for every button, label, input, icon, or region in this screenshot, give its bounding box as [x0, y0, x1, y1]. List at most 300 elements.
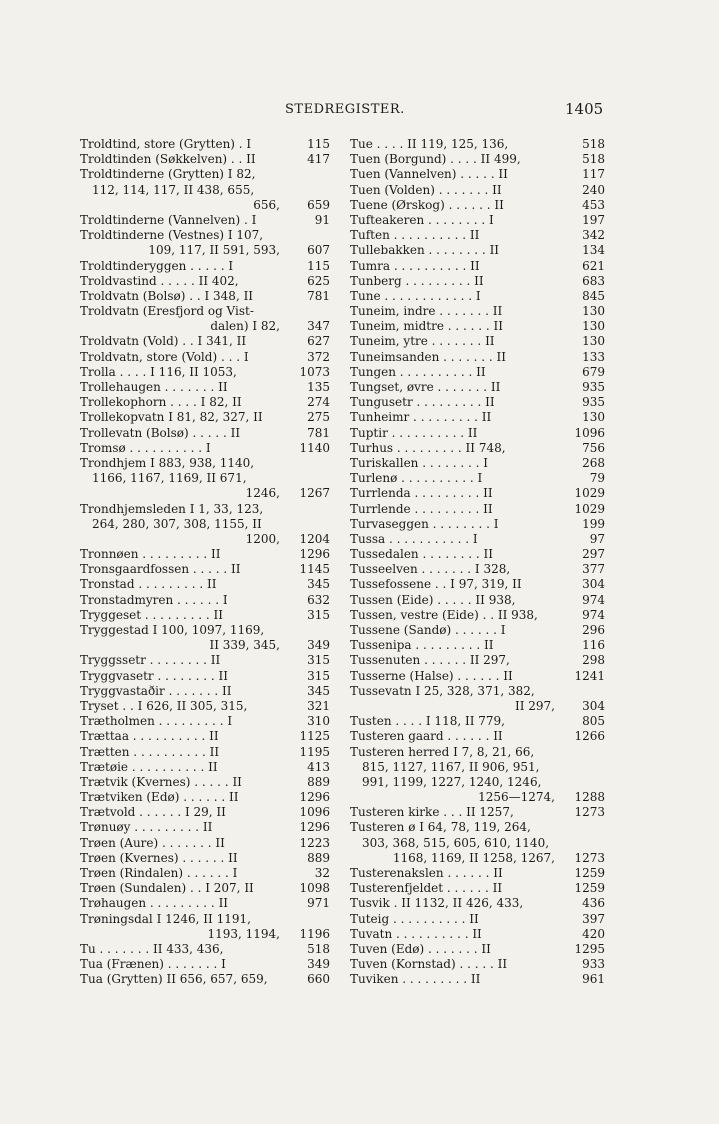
index-entry	[80, 334, 330, 349]
entry-text: 109, 117, II 591, 593,	[148, 243, 280, 258]
entry-page: 756	[582, 440, 605, 455]
index-entry	[350, 760, 605, 775]
index-entry	[80, 881, 330, 896]
entry-page: 315	[307, 668, 330, 683]
index-entry	[350, 395, 605, 410]
entry-page: 296	[582, 623, 605, 637]
index-entry	[80, 714, 330, 729]
index-entry	[80, 790, 330, 805]
entry-page: 1140	[299, 440, 330, 455]
index-entry	[80, 912, 330, 927]
entry-text: Tussa . . . . . . . . . . . I	[350, 531, 478, 546]
index-entry	[350, 274, 605, 289]
entry-text: Tungusetr . . . . . . . . . II	[350, 395, 495, 410]
page-number: 1405	[565, 100, 604, 118]
entry-page: 130	[582, 304, 605, 319]
index-entry	[350, 927, 605, 942]
entry-text: Tuneim, indre . . . . . . . II	[350, 304, 503, 319]
entry-text: Turvaseggen . . . . . . . . I	[350, 516, 499, 531]
entry-page: 1098	[299, 881, 330, 896]
page-title: STEDREGISTER.	[285, 102, 405, 117]
entry-text: 1256—1274,	[478, 790, 555, 805]
entry-text: 815, 1127, 1167, II 906, 951,	[362, 759, 540, 774]
index-entry	[80, 289, 330, 304]
index-entry	[80, 243, 330, 258]
entry-text: Tromsø . . . . . . . . . . I	[80, 440, 211, 455]
index-entry	[80, 471, 330, 486]
entry-page: 518	[582, 137, 605, 151]
entry-text: Trøen (Sundalen) . . I 207, II	[80, 881, 254, 896]
index-entry	[350, 426, 605, 441]
entry-page: 345	[307, 577, 330, 592]
entry-text: Tussenipa . . . . . . . . . II	[350, 638, 494, 653]
index-entry	[350, 441, 605, 456]
index-entry	[80, 152, 330, 167]
entry-page: 315	[307, 607, 330, 622]
index-entry	[80, 957, 330, 972]
entry-text: Trønuøy . . . . . . . . . II	[80, 820, 213, 835]
index-entry	[350, 851, 605, 866]
index-entry	[350, 486, 605, 501]
entry-text: Troldvastind . . . . . II 402,	[80, 273, 239, 288]
index-entry	[350, 547, 605, 562]
index-entry	[350, 183, 605, 198]
index-entry	[350, 881, 605, 896]
entry-page: 420	[582, 926, 605, 941]
index-entry	[350, 669, 605, 684]
entry-page: 197	[582, 212, 605, 227]
entry-page: 781	[307, 425, 330, 440]
entry-text: Tungen . . . . . . . . . . II	[350, 364, 486, 379]
index-entry	[80, 486, 330, 501]
index-entry	[80, 426, 330, 441]
index-entry	[80, 638, 330, 653]
entry-page: 274	[307, 395, 330, 410]
entry-text: Trollevatn (Bolsø) . . . . . II	[80, 425, 241, 440]
entry-page: 935	[582, 380, 605, 394]
index-entry	[350, 137, 605, 152]
index-entry	[80, 547, 330, 562]
entry-text: Trætten . . . . . . . . . . II	[80, 744, 220, 759]
entry-text: Tryggvasetr . . . . . . . . II	[80, 668, 228, 683]
entry-text: Tufteakeren . . . . . . . . I	[350, 212, 494, 227]
entry-page: 453	[582, 197, 605, 212]
index-column-left	[80, 137, 330, 988]
index-entry	[350, 562, 605, 577]
index-entry	[80, 441, 330, 456]
entry-page: 298	[582, 653, 605, 668]
index-entry	[80, 228, 330, 243]
entry-text: Troldvatn (Vold) . . I 341, II	[80, 334, 247, 349]
entry-text: Tussene (Sandø) . . . . . . I	[350, 623, 506, 637]
entry-page: 1273	[574, 850, 605, 865]
index-entry	[350, 198, 605, 213]
entry-page: 621	[582, 258, 605, 273]
index-entry	[350, 820, 605, 835]
entry-page: 134	[582, 243, 605, 258]
index-entry	[350, 836, 605, 851]
entry-page: 683	[582, 273, 605, 288]
index-entry	[350, 350, 605, 365]
index-entry	[350, 790, 605, 805]
entry-text: 1246,	[245, 486, 280, 501]
index-entry	[350, 152, 605, 167]
entry-text: 656,	[253, 197, 280, 212]
entry-page: 607	[307, 243, 330, 258]
entry-page: 1029	[574, 501, 605, 516]
index-entry	[350, 167, 605, 182]
entry-page: 1267	[299, 486, 330, 501]
entry-page: 117	[582, 167, 605, 182]
index-entry	[80, 183, 330, 198]
index-entry	[350, 289, 605, 304]
index-entry	[80, 502, 330, 517]
index-entry	[350, 319, 605, 334]
entry-page: 310	[307, 714, 330, 729]
entry-text: Tronnøen . . . . . . . . . II	[80, 547, 221, 562]
entry-text: 1200,	[245, 531, 280, 546]
entry-page: 933	[582, 957, 605, 972]
entry-page: 625	[307, 273, 330, 288]
index-entry	[80, 684, 330, 699]
entry-page: 1204	[299, 531, 330, 546]
index-entry	[80, 866, 330, 881]
index-entry	[80, 319, 330, 334]
entry-text: Tullebakken . . . . . . . . II	[350, 243, 500, 258]
entry-text: Tuen (Vannelven) . . . . . II	[350, 167, 508, 182]
index-entry	[80, 577, 330, 592]
entry-page: 116	[582, 638, 605, 653]
entry-text: Troldtinderne (Vannelven) . I	[80, 212, 257, 227]
entry-page: 115	[307, 137, 330, 151]
entry-page: 1096	[574, 425, 605, 440]
entry-page: 79	[589, 471, 605, 486]
entry-text: Tune . . . . . . . . . . . . I	[350, 288, 481, 303]
entry-page: 781	[307, 288, 330, 303]
entry-page: 659	[307, 197, 330, 212]
entry-page: 130	[582, 334, 605, 349]
index-entry	[350, 456, 605, 471]
entry-text: Tua (Grytten) II 656, 657, 659,	[80, 972, 268, 987]
entry-text: Turlenø . . . . . . . . . . I	[350, 471, 483, 486]
entry-text: Tuneim, ytre . . . . . . . II	[350, 334, 495, 349]
entry-text: Troldtinden (Søkkelven) . . II	[80, 152, 256, 167]
entry-text: Trøen (Rindalen) . . . . . . I	[80, 866, 238, 880]
index-entry	[350, 517, 605, 532]
entry-page: 397	[582, 911, 605, 926]
entry-page: 971	[307, 896, 330, 911]
entry-page: 97	[589, 531, 605, 546]
entry-text: Tryggssetr . . . . . . . . II	[80, 653, 221, 668]
entry-text: Tussevatn I 25, 328, 371, 382,	[350, 683, 535, 698]
entry-text: Trætvold . . . . . . I 29, II	[80, 805, 226, 820]
entry-text: Tusteren gaard . . . . . . II	[350, 729, 503, 744]
entry-text: II 297,	[514, 698, 555, 713]
index-entry	[350, 593, 605, 608]
entry-page: 889	[307, 774, 330, 789]
index-entry	[80, 380, 330, 395]
index-entry	[80, 942, 330, 957]
entry-page: 845	[582, 288, 605, 303]
entry-text: 1168, 1169, II 1258, 1267,	[392, 850, 555, 865]
entry-page: 268	[582, 455, 605, 470]
entry-text: Troldvatn, store (Vold) . . . I	[80, 349, 249, 364]
entry-page: 135	[307, 380, 330, 394]
entry-page: 130	[582, 410, 605, 425]
entry-text: Tue . . . . II 119, 125, 136,	[350, 137, 509, 151]
entry-page: 133	[582, 349, 605, 364]
entry-page: 1296	[299, 820, 330, 835]
index-entry	[80, 745, 330, 760]
index-entry	[80, 760, 330, 775]
entry-text: Tuviken . . . . . . . . . II	[350, 972, 481, 987]
index-entry	[350, 365, 605, 380]
entry-text: Tusterenakslen . . . . . . II	[350, 866, 503, 880]
entry-page: 91	[314, 212, 330, 227]
entry-text: Tusteren kirke . . . II 1257,	[350, 805, 514, 820]
index-entry	[80, 167, 330, 182]
index-entry	[80, 669, 330, 684]
entry-page: 1096	[299, 805, 330, 820]
index-entry	[80, 608, 330, 623]
index-entry	[80, 395, 330, 410]
entry-text: Turhus . . . . . . . . . II 748,	[350, 440, 506, 455]
entry-page: 961	[582, 972, 605, 987]
entry-text: Trætvik (Kvernes) . . . . . II	[80, 774, 242, 789]
entry-text: Tusserne (Halse) . . . . . . II	[350, 668, 513, 683]
entry-page: 518	[582, 152, 605, 167]
index-entry	[80, 517, 330, 532]
index-entry	[350, 972, 605, 987]
entry-text: Tryggeset . . . . . . . . . II	[80, 607, 224, 622]
index-entry	[350, 228, 605, 243]
entry-page: 321	[307, 698, 330, 713]
index-entry	[350, 532, 605, 547]
entry-page: 1296	[299, 790, 330, 805]
entry-page: 660	[307, 972, 330, 987]
index-entry	[350, 259, 605, 274]
index-entry	[80, 851, 330, 866]
entry-text: Tuteig . . . . . . . . . . II	[350, 911, 479, 926]
entry-text: 1166, 1167, 1169, II 671,	[92, 471, 247, 486]
index-entry	[350, 957, 605, 972]
entry-page: 1288	[574, 790, 605, 805]
entry-text: Tuvatn . . . . . . . . . . II	[350, 926, 482, 941]
index-entry	[350, 684, 605, 699]
index-entry	[350, 334, 605, 349]
entry-text: Tunheimr . . . . . . . . . II	[350, 410, 492, 425]
entry-text: Tussen, vestre (Eide) . . II 938,	[350, 607, 538, 622]
entry-page: 1073	[299, 364, 330, 379]
entry-page: 349	[307, 957, 330, 972]
index-entry	[80, 805, 330, 820]
entry-page: 1195	[299, 744, 330, 759]
entry-text: 264, 280, 307, 308, 1155, II	[92, 516, 262, 531]
entry-text: Troldtinderyggen . . . . . I	[80, 258, 234, 273]
entry-page: 349	[307, 638, 330, 653]
entry-page: 342	[582, 228, 605, 243]
entry-text: 1193, 1194,	[207, 926, 280, 941]
entry-page: 632	[307, 592, 330, 607]
entry-page: 1145	[299, 562, 330, 577]
entry-page: 1259	[574, 866, 605, 880]
entry-text: Tusvik . II 1132, II 426, 433,	[350, 896, 524, 911]
entry-text: Tusseelven . . . . . . . I 328,	[350, 562, 511, 577]
entry-text: Tuen (Borgund) . . . . II 499,	[350, 152, 521, 167]
entry-page: 347	[307, 319, 330, 334]
entry-text: Trollekophorn . . . . I 82, II	[80, 395, 242, 410]
entry-page: 345	[307, 683, 330, 698]
index-entry	[80, 896, 330, 911]
entry-text: Troldtind, store (Grytten) . I	[80, 137, 252, 151]
index-entry	[80, 350, 330, 365]
entry-text: Trollekopvatn I 81, 82, 327, II	[80, 410, 263, 425]
index-entry	[350, 912, 605, 927]
entry-text: Tussenuten . . . . . . II 297,	[350, 653, 510, 668]
entry-page: 417	[307, 152, 330, 167]
entry-text: Tumra . . . . . . . . . . II	[350, 258, 480, 273]
entry-text: Tuven (Edø) . . . . . . . II	[350, 941, 491, 956]
index-entry	[80, 972, 330, 987]
index-entry	[80, 198, 330, 213]
index-entry	[80, 593, 330, 608]
entry-page: 32	[314, 866, 330, 880]
entry-page: 889	[307, 850, 330, 865]
entry-page: 1029	[574, 486, 605, 501]
entry-text: Tuneimsanden . . . . . . . II	[350, 349, 507, 364]
entry-text: Tuen (Volden) . . . . . . . II	[350, 182, 502, 197]
entry-page: 1273	[574, 805, 605, 820]
entry-page: 199	[582, 516, 605, 531]
index-entry	[80, 304, 330, 319]
index-entry	[350, 577, 605, 592]
index-entry	[80, 775, 330, 790]
entry-page: 130	[582, 319, 605, 334]
entry-page: 275	[307, 410, 330, 425]
entry-text: Turrlenda . . . . . . . . . II	[350, 486, 493, 501]
index-entry	[350, 896, 605, 911]
index-entry	[80, 562, 330, 577]
entry-text: Tusten . . . . I 118, II 779,	[350, 714, 505, 729]
entry-text: Tronstad . . . . . . . . . II	[80, 577, 217, 592]
index-entry	[80, 729, 330, 744]
entry-text: Tuptir . . . . . . . . . . II	[350, 425, 478, 440]
index-entry	[80, 259, 330, 274]
entry-page: 1125	[299, 729, 330, 744]
entry-text: Tryggvastaðir . . . . . . . II	[80, 683, 232, 698]
index-entry	[80, 927, 330, 942]
entry-text: Turrlende . . . . . . . . . II	[350, 501, 493, 516]
entry-page: 627	[307, 334, 330, 349]
entry-text: Trondhjemsleden I 1, 33, 123,	[80, 501, 264, 516]
index-entry	[350, 775, 605, 790]
entry-text: Trondhjem I 883, 938, 1140,	[80, 455, 255, 470]
entry-text: Troldtinderne (Grytten) I 82,	[80, 167, 256, 182]
index-entry	[350, 304, 605, 319]
entry-text: Tusteren herred I 7, 8, 21, 66,	[350, 744, 535, 759]
index-entry	[350, 805, 605, 820]
entry-text: Tronsgaardfossen . . . . . II	[80, 562, 241, 577]
entry-text: Tungset, øvre . . . . . . . II	[350, 380, 501, 394]
index-entry	[350, 213, 605, 228]
entry-page: 315	[307, 653, 330, 668]
entry-text: Troldtinderne (Vestnes) I 107,	[80, 228, 264, 243]
entry-text: Tunberg . . . . . . . . . II	[350, 273, 484, 288]
entry-page: 377	[582, 562, 605, 577]
entry-page: 304	[582, 698, 605, 713]
entry-text: 991, 1199, 1227, 1240, 1246,	[362, 774, 542, 789]
index-entry	[350, 942, 605, 957]
entry-text: Troldvatn (Bolsø) . . I 348, II	[80, 288, 254, 303]
entry-text: Tuften . . . . . . . . . . II	[350, 228, 480, 243]
entry-page: 1223	[299, 835, 330, 850]
entry-text: Trætholmen . . . . . . . . . I	[80, 714, 233, 729]
entry-text: Trættaa . . . . . . . . . . II	[80, 729, 219, 744]
entry-text: Tuneim, midtre . . . . . . II	[350, 319, 504, 334]
index-entry	[350, 410, 605, 425]
entry-page: 1296	[299, 547, 330, 562]
index-entry	[80, 213, 330, 228]
entry-text: Tuene (Ørskog) . . . . . . II	[350, 197, 504, 212]
index-entry	[350, 699, 605, 714]
index-entry	[80, 274, 330, 289]
entry-text: Tussedalen . . . . . . . . II	[350, 547, 493, 562]
index-entry	[350, 866, 605, 881]
index-entry	[350, 745, 605, 760]
index-entry	[350, 380, 605, 395]
entry-text: Trollehaugen . . . . . . . II	[80, 380, 228, 394]
entry-text: Tusteren ø I 64, 78, 119, 264,	[350, 820, 531, 835]
entry-page: 1241	[574, 668, 605, 683]
entry-text: dalen) I 82,	[210, 319, 280, 334]
page-header	[0, 102, 719, 122]
index-entry	[80, 699, 330, 714]
index-entry	[80, 532, 330, 547]
entry-text: Trætviken (Edø) . . . . . . II	[80, 790, 239, 805]
entry-page: 974	[582, 607, 605, 622]
entry-text: Trætøie . . . . . . . . . . II	[80, 759, 218, 774]
entry-text: Tuven (Kornstad) . . . . . II	[350, 957, 508, 972]
entry-page: 935	[582, 395, 605, 410]
index-entry	[350, 729, 605, 744]
index-entry	[350, 243, 605, 258]
entry-text: Tryggestad I 100, 1097, 1169,	[80, 623, 265, 637]
index-entry	[80, 623, 330, 638]
index-entry	[350, 608, 605, 623]
index-entry	[80, 836, 330, 851]
index-entry	[350, 471, 605, 486]
entry-text: Troldvatn (Eresfjord og Vist-	[80, 304, 254, 319]
entry-text: Tronstadmyren . . . . . . I	[80, 592, 228, 607]
index-entry	[350, 638, 605, 653]
entry-text: II 339, 345,	[209, 638, 280, 653]
entry-text: Tussen (Eide) . . . . . II 938,	[350, 592, 516, 607]
entry-page: 240	[582, 182, 605, 197]
entry-page: 1196	[299, 926, 330, 941]
entry-page: 304	[582, 577, 605, 592]
entry-page: 518	[307, 941, 330, 956]
entry-text: Trøhaugen . . . . . . . . . II	[80, 896, 229, 911]
entry-text: Tua (Frænen) . . . . . . . I	[80, 957, 226, 972]
index-entry	[350, 714, 605, 729]
entry-text: Tusterenfjeldet . . . . . . II	[350, 881, 503, 896]
entry-page: 115	[307, 258, 330, 273]
entry-text: 303, 368, 515, 605, 610, 1140,	[362, 835, 550, 850]
entry-page: 974	[582, 592, 605, 607]
entry-page: 1259	[574, 881, 605, 896]
entry-page: 805	[582, 714, 605, 729]
entry-page: 1266	[574, 729, 605, 744]
